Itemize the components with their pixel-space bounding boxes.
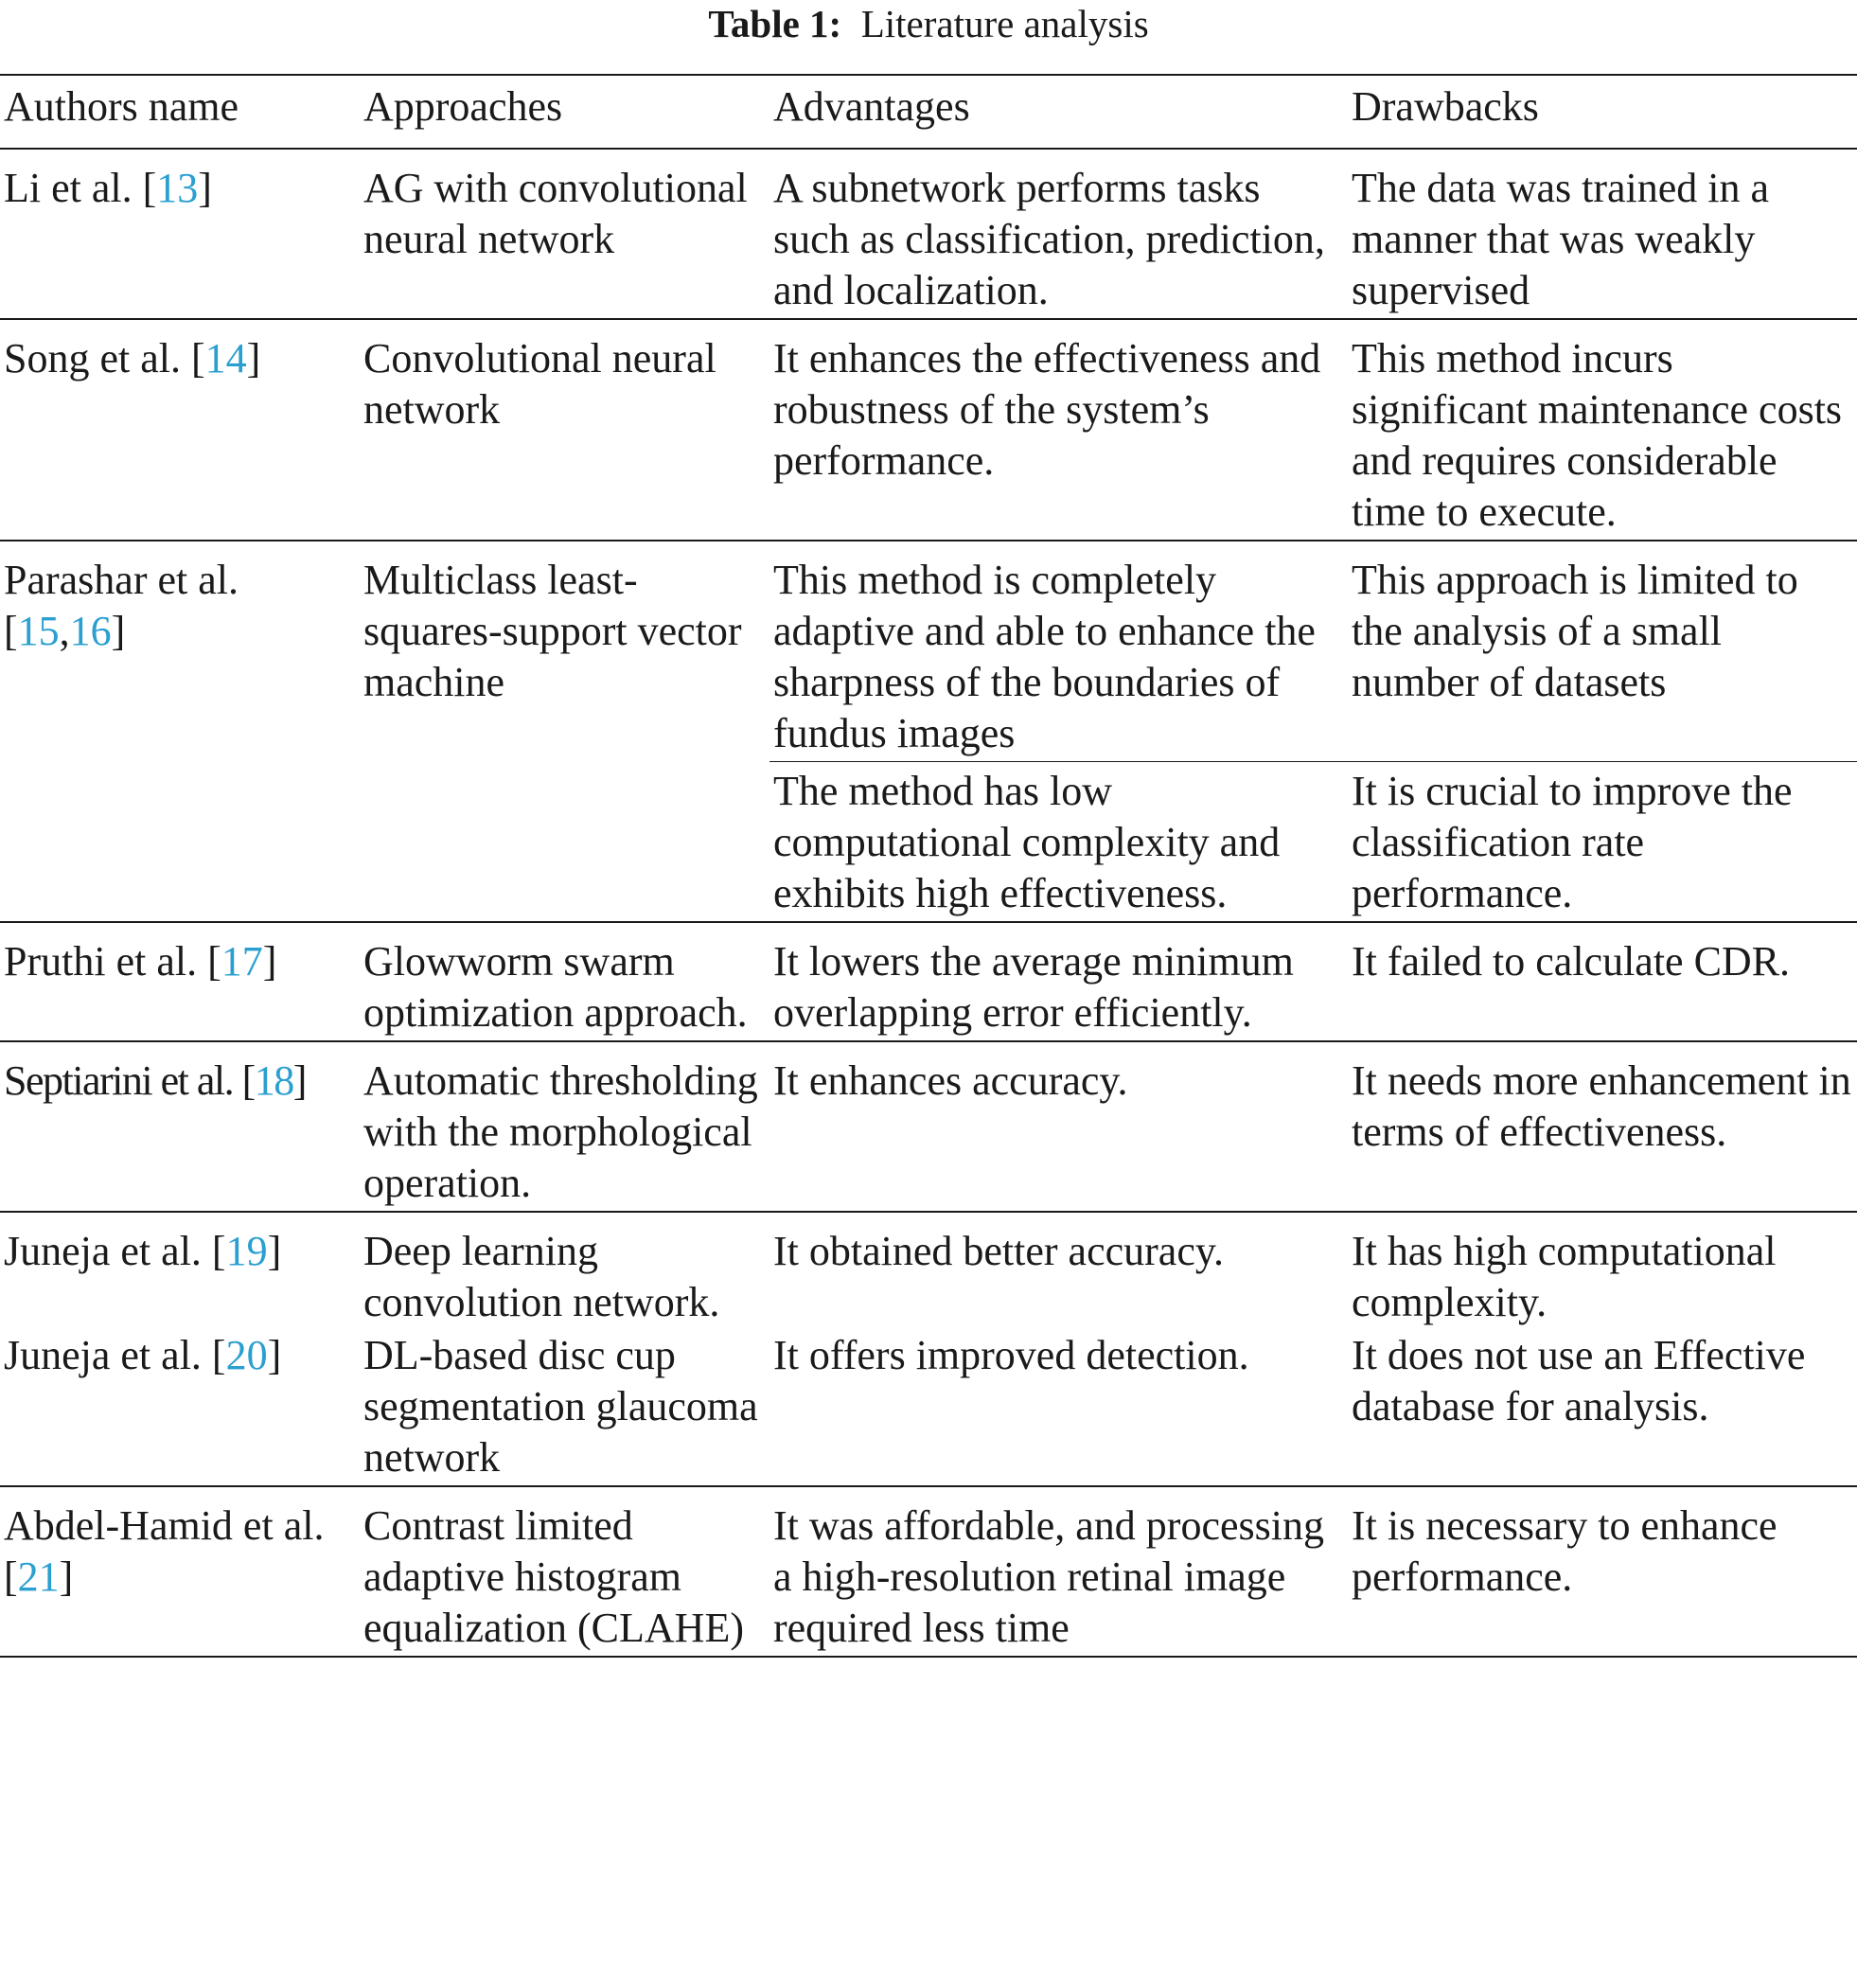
advantage-cell: It obtained better accuracy. — [773, 1228, 1224, 1274]
drawback-cell: It needs more enhancement in terms of effectiveness. — [1348, 1041, 1857, 1212]
reference-link[interactable]: 19 — [225, 1228, 268, 1274]
reference-link[interactable]: 21 — [17, 1553, 60, 1600]
header-approaches: Approaches — [360, 75, 769, 149]
advantage-cell: It enhances accuracy. — [769, 1041, 1348, 1212]
advantage-cell: It enhances the effectiveness and robustness of the system’s performance. — [769, 319, 1348, 541]
header-drawbacks: Drawbacks — [1348, 75, 1857, 149]
drawback-cell: It failed to calculate CDR. — [1348, 922, 1857, 1041]
advantage-cell: It was affordable, and processing a high-resolution retinal image required less time — [769, 1486, 1348, 1657]
drawback-cell: This approach is limited to the analysis of a small number of datasets — [1348, 541, 1857, 762]
drawback-cell: It is crucial to improve the classification rate performance. — [1348, 762, 1857, 923]
table-row — [0, 922, 1857, 1041]
reference-link[interactable]: 17 — [221, 938, 263, 985]
approach-cell: Multiclass least-squares-support vector machine — [360, 541, 769, 922]
approach-cell: Automatic thresholding with the morphological operation. — [360, 1041, 769, 1212]
advantage-cell: This method is completely adaptive and able to enhance the sharpness of the boundaries of fundus images — [769, 541, 1348, 762]
author-cell: Pruthi et al. [17] — [0, 922, 360, 1041]
approach-cell: Convolutional neural network — [360, 319, 769, 541]
table-row — [0, 1041, 1857, 1212]
drawback-cell: It has high computational complexity. — [1352, 1228, 1777, 1325]
author-cell: Parashar et al. [15,16] — [0, 541, 360, 922]
literature-table — [0, 74, 1857, 1658]
header-advantages: Advantages — [769, 75, 1348, 149]
author-cell: Juneja et al. [20] — [0, 1330, 360, 1486]
author-cell: Li et al. [13] — [0, 149, 360, 319]
advantage-cell: It lowers the average minimum overlapping error efficiently. — [769, 922, 1348, 1041]
reference-link[interactable]: 14 — [204, 335, 247, 382]
author-cell: Song et al. [14] — [0, 319, 360, 541]
table-header-row — [0, 75, 1857, 149]
approach-cell: Contrast limited adaptive histogram equalization (CLAHE) — [360, 1486, 769, 1657]
table-row — [0, 1330, 1857, 1486]
drawback-cell: This method incurs significant maintenance costs and requires considerable time to execute. — [1348, 319, 1857, 541]
drawback-cell: The data was trained in a manner that was weakly supervised — [1348, 149, 1857, 319]
table-row — [0, 1212, 1857, 1330]
author-cell: Juneja et al. [19] — [4, 1228, 282, 1274]
table-caption — [0, 2, 1857, 45]
drawback-cell: It does not use an Effective database for analysis. — [1348, 1330, 1857, 1486]
author-cell: Abdel-Hamid et al. [21] — [0, 1486, 360, 1657]
table-row — [0, 149, 1857, 319]
reference-link[interactable]: 18 — [254, 1057, 293, 1104]
drawback-cell: It is necessary to enhance performance. — [1348, 1486, 1857, 1657]
table-row — [0, 319, 1857, 541]
approach-cell: Deep learning convolution network. — [363, 1228, 720, 1325]
approach-cell: Glowworm swarm optimization approach. — [360, 922, 769, 1041]
approach-cell: DL-based disc cup segmentation glaucoma network — [360, 1330, 769, 1486]
reference-link[interactable]: 16 — [69, 608, 112, 654]
advantage-cell: The method has low computational complexity and exhibits high effectiveness. — [769, 762, 1348, 923]
reference-link[interactable]: 13 — [156, 165, 199, 211]
table-title: Literature analysis — [860, 2, 1149, 45]
author-cell: Septiarini et al. [18] — [0, 1041, 360, 1212]
advantage-cell: A subnetwork performs tasks such as classification, prediction, and localization. — [769, 149, 1348, 319]
approach-cell: AG with convolutional neural network — [360, 149, 769, 319]
table-row — [0, 1486, 1857, 1657]
table-label: Table 1: — [708, 2, 842, 45]
reference-link[interactable]: 15 — [17, 608, 60, 654]
reference-link[interactable]: 20 — [225, 1332, 268, 1378]
advantage-cell: It offers improved detection. — [769, 1330, 1348, 1486]
header-authors: Authors name — [0, 75, 360, 149]
table-row — [0, 541, 1857, 762]
